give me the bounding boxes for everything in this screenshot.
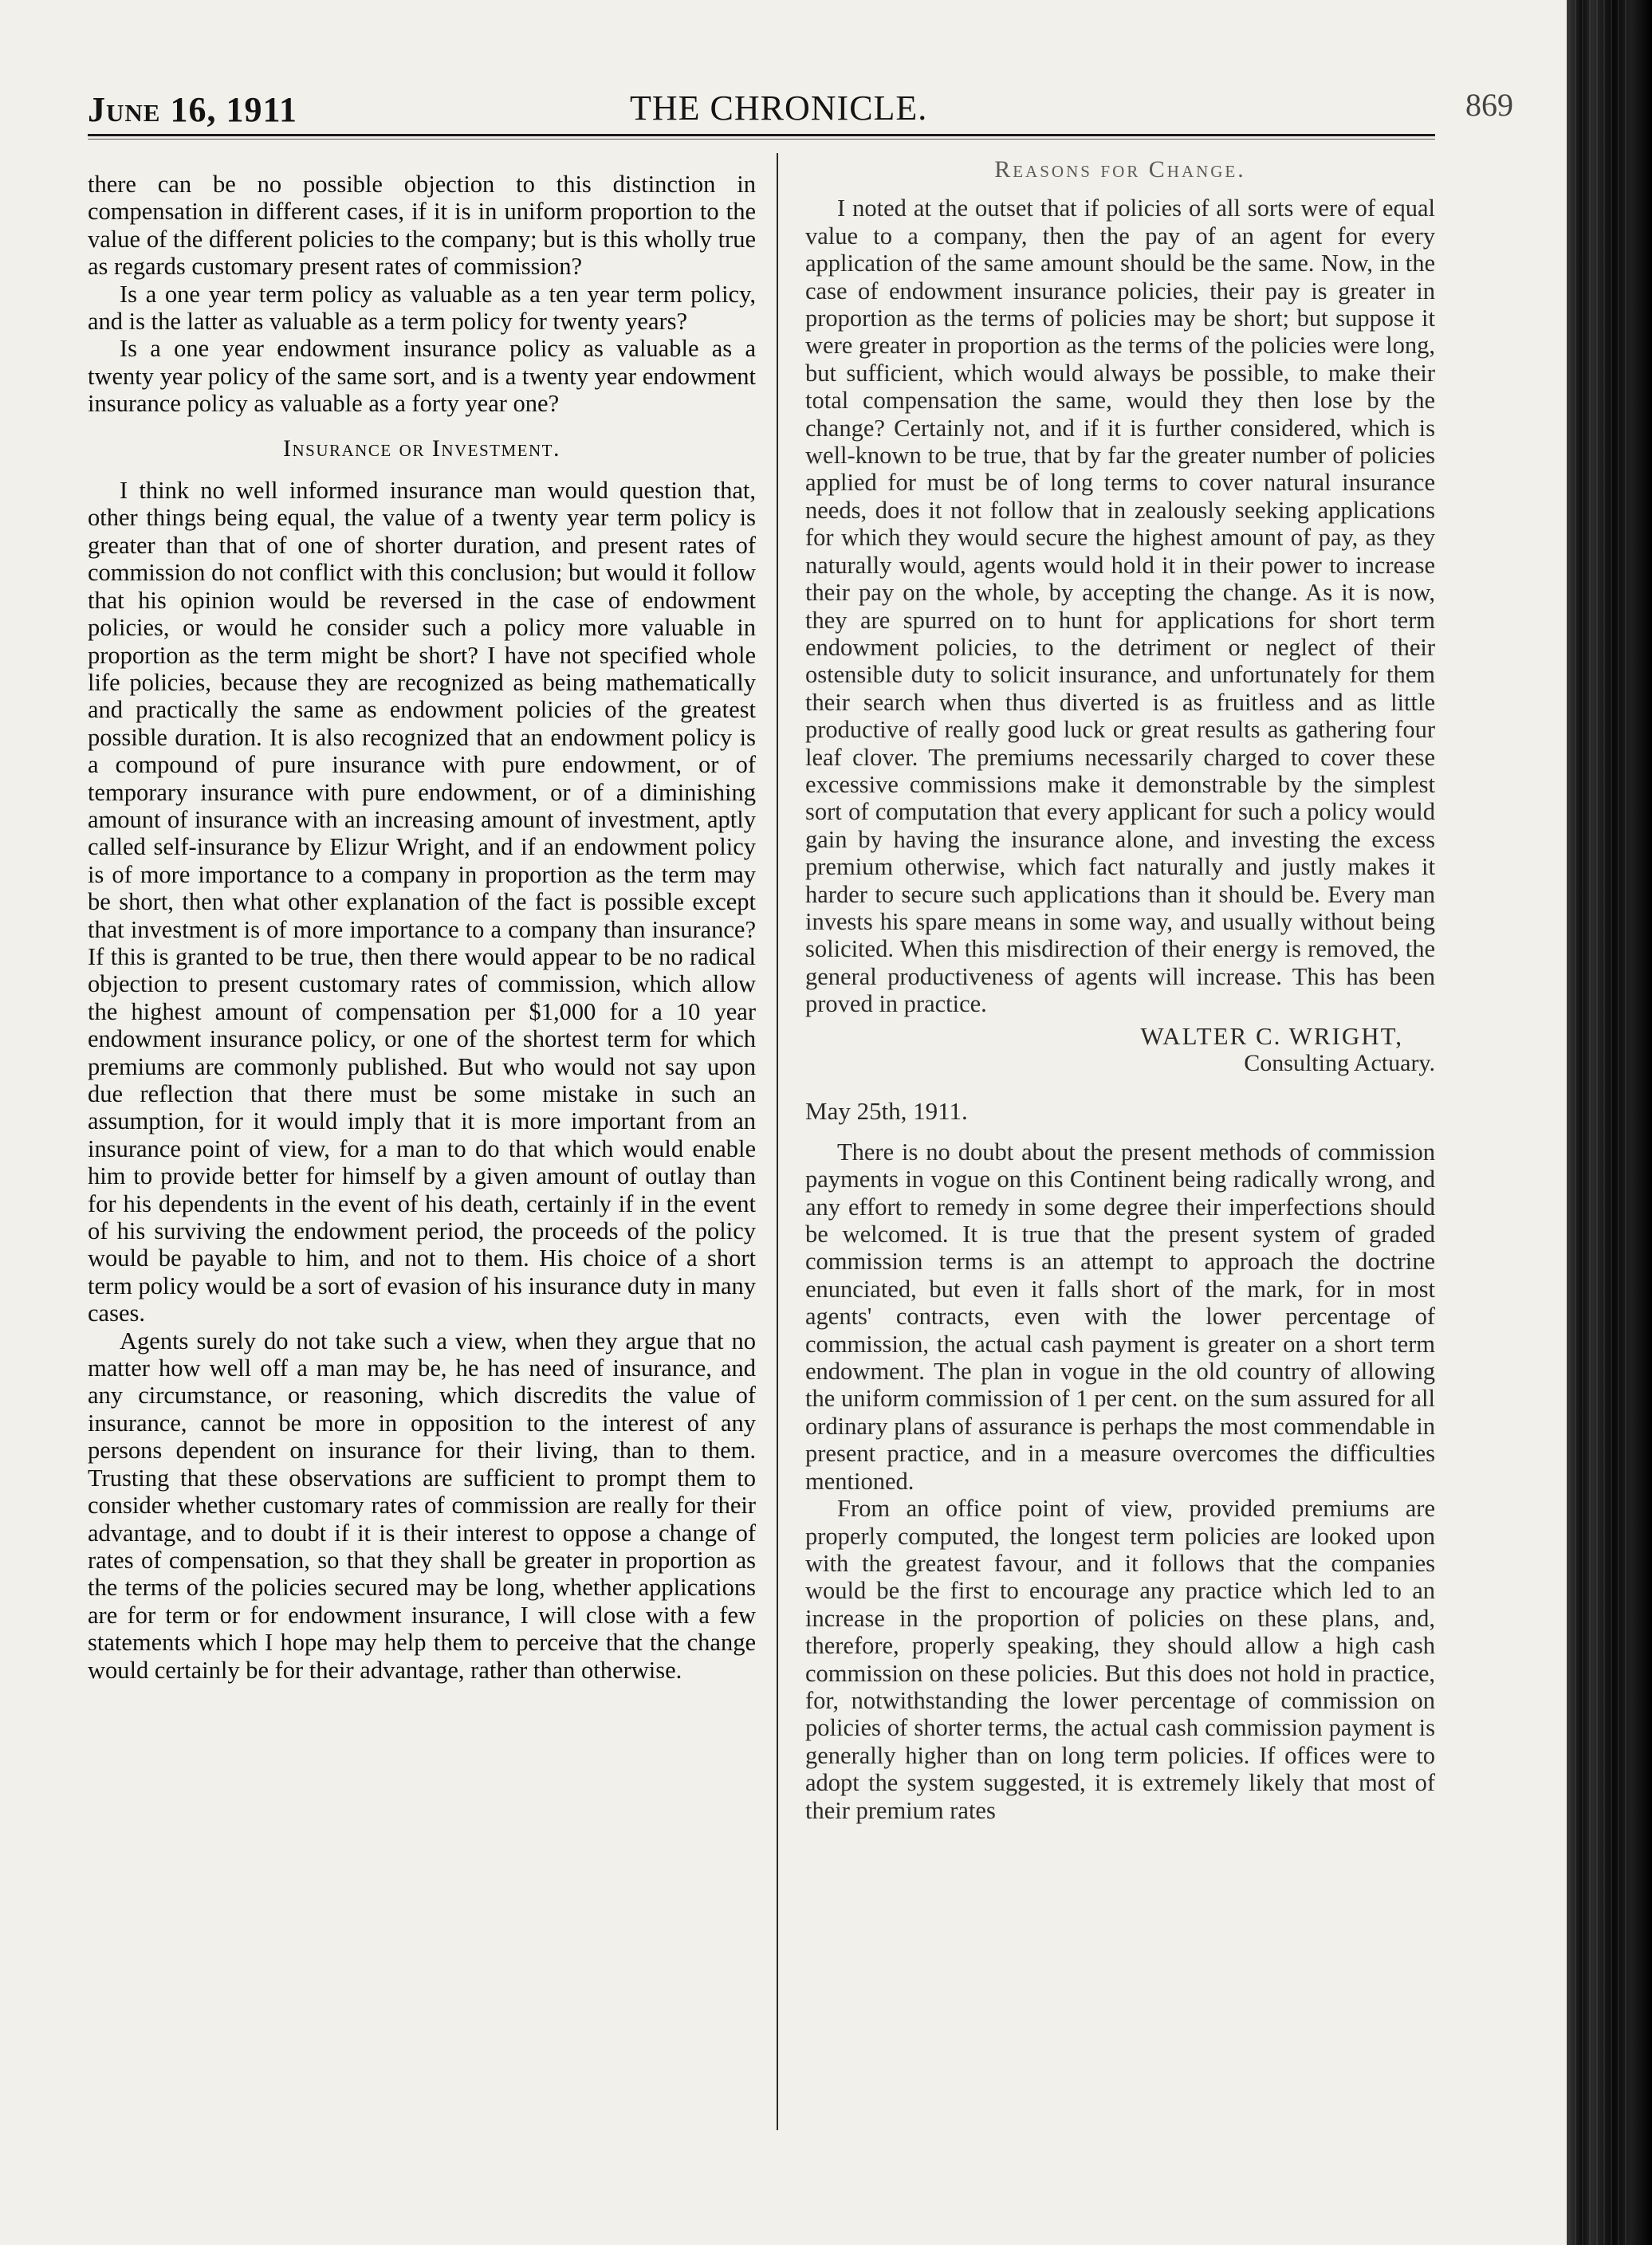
signature-title: Consulting Actuary.: [1244, 1050, 1435, 1076]
section-heading: Reasons for Change.: [994, 156, 1246, 183]
paragraph: Is a one year term policy as valuable as a ten year term policy, and is the latter as valuable as a term policy for twenty years?: [88, 280, 756, 336]
paragraph: Is a one year endowment insurance policy as valuable as a twenty year policy of the same sort, and is a twenty year endowment insurance policy as valuable as a forty year one?: [88, 335, 756, 418]
left-column: [88, 171, 756, 1684]
paragraph: From an office point of view, provided premiums are properly computed, the longest term policies are looked upon with the greatest favour, and it follows that the companies would be the first to encourage any practice which led to an increase in the proportion of policies on these plans, and, therefore, properly speaking, they should allow a high cash commission on these policies. But this does not hold in practice, for, notwithstanding the lower percentage of commission on policies of shorter terms, the actual cash commission payment is generally higher than on long term policies. If offices were to adopt the system suggested, it is extremely likely that most of their premium rates: [805, 1495, 1435, 1824]
paragraph: There is no doubt about the present methods of commission payments in vogue on this Continent being radically wrong, and any effort to remedy in some degree their imperfections should be welcomed. It is true that the present system of graded commission terms is an attempt to approach the doctrine enunciated, but even it falls short of the mark, for in most agents' contracts, even with the lower percentage of commission, the actual cash payment is greater on a short term endowment. The plan in vogue in the old country of allowing the uniform commission of 1 per cent. on the sum assured for all ordinary plans of assurance is perhaps the most commendable in present practice, and in a measure overcomes the difficulties mentioned.: [805, 1138, 1435, 1495]
signature-name: WALTER C. WRIGHT,: [1140, 1021, 1403, 1050]
page-header: [88, 83, 1513, 131]
paragraph: there can be no possible objection to this distinction in compensation in different cases, if it is in uniform proportion to the value of the different policies to the company; but is this wholly true as regards customary present rates of commission?: [88, 171, 756, 281]
page-edge-lines: [1575, 0, 1630, 2245]
paragraph: Agents surely do not take such a view, when they argue that no matter how well off a man may be, he has need of insurance, and any circumstance, or reasoning, which discredits the value of insurance, cannot be more in opposition to the interest of any persons dependent on insurance for their living, than to them. Trusting that these observations are sufficient to prompt them to consider whether customary rates of commission are really for their advantage, and to doubt if it is their interest to oppose a change of rates of compensation, so that they shall be greater in proportion as the terms of the policies secured may be long, whether applications are for term or for endowment insurance, I will close with a few statements which I hope may help them to perceive that the change would certainly be for their advantage, rather than otherwise.: [88, 1327, 756, 1684]
right-column: [805, 156, 1435, 1824]
paragraph: I noted at the outset that if policies of all sorts were of equal value to a company, then the pay of an agent for every application of the same amount should be the same. Now, in the case of endowment insurance policies, their pay is greater in proportion as the terms of policies may be short; but suppose it were greater in proportion as the terms of the policies were long, but sufficient, which would always be possible, to make their total compensation the same, would they then lose by the change? Certainly not, and if it is further considered, which is well-known to be true, that by far the greater number of policies applied for must be of long terms to cover natural insurance needs, does it not follow that in zealously seeking applications for which they would secure the highest amount of pay, as they naturally would, agents would hold it in their power to increase their pay on the whole, by accepting the change. As it is now, they are spurred on to hunt for applications for short term endowment policies, to the detriment or neglect of their ostensible duty to solicit insurance, and unfortunately for them their search when thus diverted is as fruitless and as little productive of really good luck or great results as gathering four leaf clover. The premiums necessarily charged to cover these excessive commissions make it demonstrable by the simplest sort of computation that every applicant for such a policy would gain by having the insurance alone, and investing the excess premium otherwise, which fact naturally and justly makes it harder to secure such applications than it should be. Every man invests his spare means in some way, and usually without being solicited. When this misdirection of their energy is removed, the general productiveness of agents will increase. This has been proved in practice.: [805, 195, 1435, 1018]
publication-title: THE CHRONICLE.: [630, 88, 928, 128]
column-divider: [777, 153, 778, 2130]
dateline: May 25th, 1911.: [805, 1097, 968, 1126]
paragraph: I think no well informed insurance man would question that, other things being equal, the value of a twenty year term policy is greater than that of one of shorter duration, and present rates of commission do not conflict with this conclusion; but would it follow that his opinion would be reversed in the case of endowment policies, or would he consider such a policy more valuable in proportion as the term might be short? I have not specified whole life policies, because they are recognized as being mathematically and practically the same as endowment policies of the greatest possible duration. It is also recognized that an endowment policy is a compound of pure insurance with pure endowment, or of temporary insurance with pure endowment, or of a diminishing amount of insurance with an increasing amount of investment, aptly called self-insurance by Elizur Wright, and if an endowment policy is of more importance to a company in proportion as the term may be short, then what other explanation of the fact is possible except that investment is of more importance to a company than insurance? If this is granted to be true, then there would appear to be no radical objection to present customary rates of commission, which allow the highest amount of compensation per $1,000 for a 10 year endowment insurance policy, or one of the shortest term for which premiums are commonly published. But who would not say upon due reflection that there must be some mistake in such an assumption, for it would imply that it is more important from an insurance point of view, for a man to do that which would enable him to provide better for himself by a given amount of outlay than for his dependents in the event of his death, certainly if in the event of his surviving the endowment period, the proceeds of the policy would be payable to him, and not to them. His choice of a short term policy would be a sort of evasion of his insurance duty in many cases.: [88, 477, 756, 1327]
header-rule-thin: [88, 139, 1435, 140]
issue-date: June 16, 1911: [88, 90, 298, 129]
page-number: 869: [1465, 87, 1513, 123]
header-rule: [88, 134, 1435, 136]
section-heading: Insurance or Investment.: [283, 434, 560, 462]
